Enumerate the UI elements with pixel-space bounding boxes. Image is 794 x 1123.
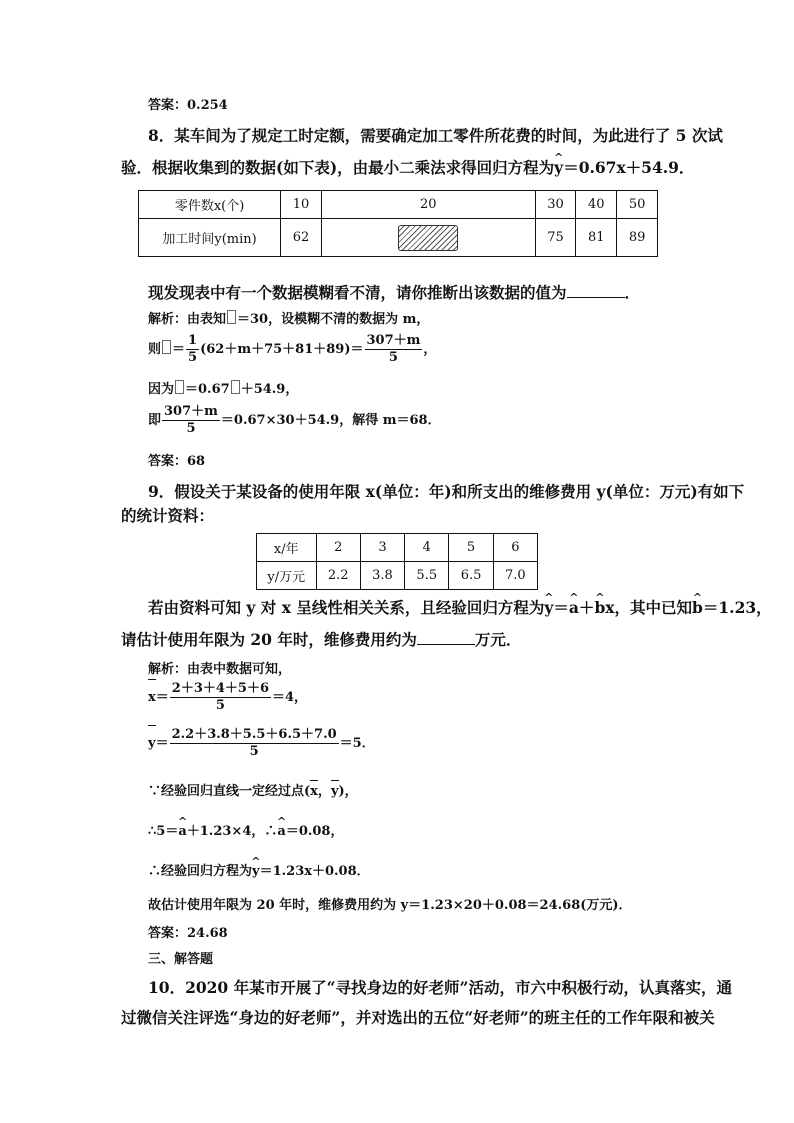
q9-question-1 [148, 598, 772, 618]
sol-text: 即 [148, 413, 162, 428]
placeholder-box-icon [227, 310, 236, 324]
fraction: $\frac{307+m}{5}$ [164, 404, 218, 436]
sol-text: 因为 [148, 382, 175, 397]
q8-solution-1 [148, 310, 429, 330]
table-cell: 30 [535, 191, 576, 219]
q8-line2-eq: ＝0.67x＋54.9． [563, 158, 695, 177]
blurred-data-hatch [398, 225, 458, 251]
table-cell: 5 [449, 534, 493, 562]
fraction: $\frac{1}{5}$ [188, 333, 198, 365]
sol-text: ＝0.67×30＋54.9，解得 m＝68． [220, 413, 441, 428]
q9-solution-1: 解析：由表中数据可知， [148, 662, 292, 677]
q-text: ＋ [578, 598, 595, 617]
q9-answer: 答案：24.68 [148, 926, 228, 941]
q9-table [256, 533, 538, 590]
q8-table [138, 190, 658, 257]
q-text: 请估计使用年限为 20 年时，维修费用约为 [121, 630, 417, 649]
q-text: x [605, 598, 615, 617]
q9-estimate: 故估计使用年限为 20 年时，维修费用约为 y＝1.23×20＋0.08＝24.68(万元)． [148, 898, 632, 913]
q8-line1: 8．某车间为了规定工时定额，需要确定加工零件所花费的时间，为此进行了 5 次试 [148, 126, 723, 145]
table-cell: 2 [316, 534, 360, 562]
table-cell: 零件数x(个) [139, 191, 281, 219]
table-cell: 加工时间y(min) [139, 219, 281, 257]
table-cell: 3.8 [360, 562, 404, 590]
table-cell: 6 [493, 534, 537, 562]
y-hat: ^ y [544, 598, 553, 618]
sol-text: ＋1.23×4，∴ [186, 824, 278, 839]
sol-text: ＝ [155, 736, 169, 751]
table-cell: 10 [281, 191, 322, 219]
placeholder-box-icon [162, 340, 171, 354]
sol-text: (62＋m＋75＋81＋89)＝ [200, 342, 364, 357]
q8-line2 [121, 158, 694, 178]
sol-text: ∴经验回归方程为 [148, 864, 253, 879]
sol-text: 则 [148, 342, 162, 357]
a-hat: ^ a [277, 822, 285, 842]
q-text: 若由资料可知 y 对 x 呈线性相关关系，且经验回归方程为 [148, 598, 545, 617]
answer-blank [417, 630, 475, 645]
q-text: ＝ [553, 598, 569, 617]
q10-line1: 10．2020 年某市开展了“寻找身边的好老师”活动，市六中积极行动，认真落实，通 [148, 978, 732, 997]
sol-text: ∴5＝ [148, 824, 179, 839]
table-cell: 6.5 [449, 562, 493, 590]
sol-text: ∵经验回归直线一定经过点( [148, 784, 311, 799]
table-cell: 75 [535, 219, 576, 257]
q9-since [148, 782, 358, 802]
sol-text: ＝0.67 [185, 382, 230, 397]
sol-text: ＋54.9， [240, 382, 299, 397]
table-cell: 4 [405, 534, 449, 562]
b-hat: ^ b [692, 598, 703, 618]
table-cell: 3 [360, 534, 404, 562]
q8-solution-4 [148, 404, 441, 438]
table-cell: 7.0 [493, 562, 537, 590]
table-cell: 5.5 [405, 562, 449, 590]
q8-solution-3 [148, 380, 298, 400]
table-cell: 40 [576, 191, 617, 219]
q-text: 万元． [474, 630, 522, 649]
q9-line1: 9．假设关于某设备的使用年限 x(单位：年)和所支出的维修费用 y(单位：万元)有如下 [148, 482, 745, 501]
x-bar: x [310, 782, 318, 802]
sol-text: )， [338, 784, 358, 799]
table-cell-blurred [321, 219, 535, 257]
q8-line2-text: 验．根据收集到的数据(如下表)，由最小二乘法求得回归方程为 [121, 158, 555, 177]
table-row [257, 534, 538, 562]
q9-therefore-1 [148, 822, 343, 842]
q9-line2: 的统计资料： [121, 506, 215, 525]
placeholder-box-icon [231, 380, 240, 394]
sol-text: ＝ [155, 690, 169, 705]
b-hat: ^ b [594, 598, 605, 618]
q8-question-end: ． [624, 283, 641, 302]
q9-question-2 [121, 630, 521, 650]
table-cell: 50 [617, 191, 658, 219]
q8-question-text: 现发现表中有一个数据模糊看不清，请你推断出该数据的值为 [148, 283, 567, 302]
q9-ybar [148, 727, 375, 761]
sol-text: ＝4， [272, 690, 308, 705]
table-cell: 89 [617, 219, 658, 257]
table-row [139, 219, 658, 257]
table-cell: x/年 [257, 534, 317, 562]
table-cell: 81 [576, 219, 617, 257]
answer-blank [567, 283, 625, 298]
section-heading: 三、解答题 [148, 952, 214, 967]
q9-therefore-2 [148, 862, 370, 882]
sol-text: ＝0.08， [285, 824, 344, 839]
table-cell: 62 [281, 219, 322, 257]
q8-solution-2 [148, 333, 436, 367]
x-bar: x [148, 681, 156, 715]
sol-text: ， [317, 784, 331, 799]
table-row [257, 562, 538, 590]
q9-xbar [148, 681, 307, 715]
table-cell: 2.2 [316, 562, 360, 590]
q10-line2: 过微信关注评选“身边的好老师”，并对选出的五位“好老师”的班主任的工作年限和被关 [121, 1008, 715, 1027]
table-cell: 20 [321, 191, 535, 219]
q-text: ＝1.23， [702, 598, 772, 617]
fraction: $\frac{307+m}{5}$ [366, 333, 421, 365]
table-cell: y/万元 [257, 562, 317, 590]
fraction: $\frac{2+3+4+5+6}{5}$ [171, 681, 270, 713]
a-hat: ^ a [178, 822, 186, 842]
sol-text: 解析：由表知 [148, 312, 227, 327]
a-hat: ^ a [569, 598, 579, 618]
sol-text: ＝1.23x＋0.08． [259, 864, 370, 879]
y-bar: y [148, 727, 156, 761]
q8-question [148, 283, 640, 303]
sol-text: ， [423, 342, 437, 357]
q-text: ，其中已知 [614, 598, 693, 617]
table-row [139, 191, 658, 219]
sol-text: ＝5． [339, 736, 375, 751]
y-bar: y [331, 782, 339, 802]
sol-text: ＝30，设模糊不清的数据为 m， [237, 312, 430, 327]
sol-text: ＝ [172, 342, 186, 357]
y-hat: ^ y [252, 862, 260, 882]
q8-answer: 答案：68 [148, 454, 206, 469]
y-hat: ^ y [554, 158, 563, 178]
placeholder-box-icon [175, 380, 184, 394]
fraction: $\frac{2.2+3.8+5.5+6.5+7.0}{5}$ [171, 727, 337, 759]
q7-answer: 答案：0.254 [148, 98, 228, 113]
